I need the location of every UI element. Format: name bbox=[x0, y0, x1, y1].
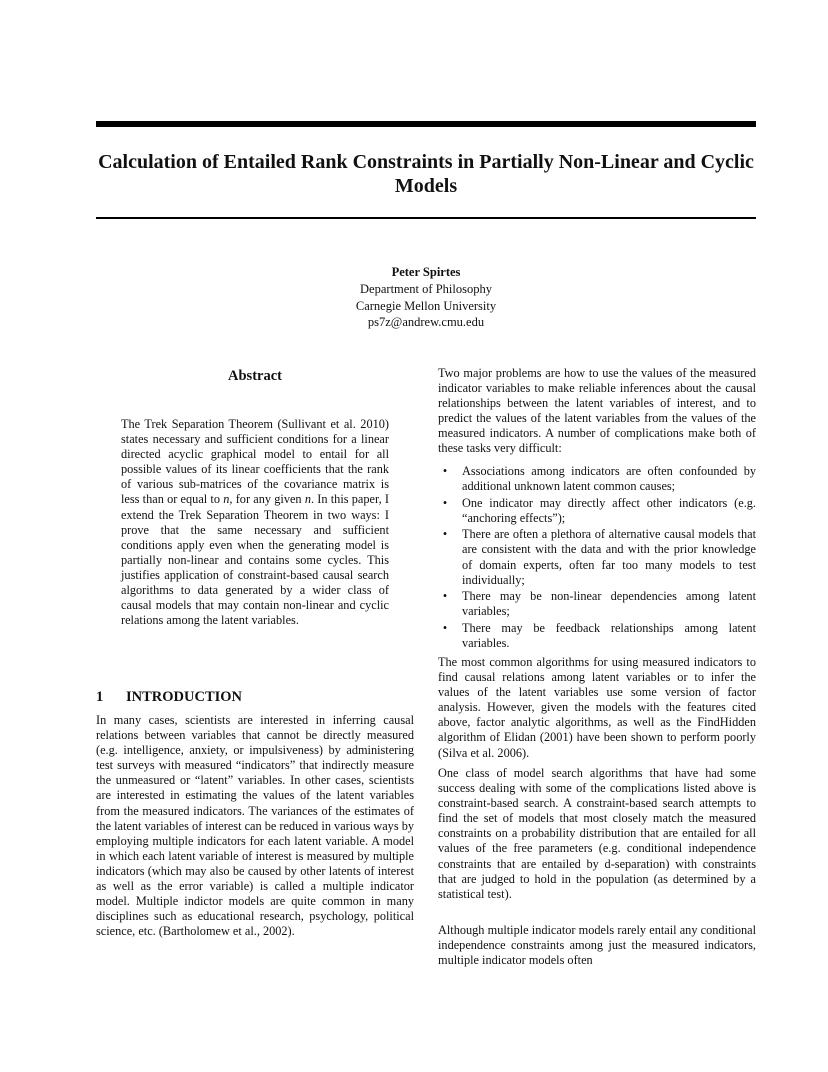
list-item bbox=[438, 527, 756, 587]
list-item-text: One indicator may directly affect other indicators (e.g. “anchoring effects”); bbox=[462, 495, 756, 525]
list-item bbox=[438, 589, 756, 619]
bullet-icon: • bbox=[442, 527, 448, 542]
section-number: 1 bbox=[96, 689, 104, 705]
author-email: ps7z@andrew.cmu.edu bbox=[367, 315, 485, 330]
abstract-text bbox=[121, 417, 389, 628]
right-paragraph-1: Two major problems are how to use the values of the measured indicator variables to make reliable inferences about the causal relationships between the latent variables of interest, and to predict the values of the latent variables from the values of the measured indicators. A number of complications make both of these tasks very difficult: bbox=[438, 366, 756, 456]
list-item bbox=[438, 496, 756, 526]
bullet-icon: • bbox=[442, 464, 448, 478]
author-block bbox=[96, 264, 756, 331]
paper-title: Calculation of Entailed Rank Constraints in Partially Non-Linear and Cyclic Models bbox=[98, 151, 754, 197]
list-item bbox=[438, 464, 756, 494]
complications-list bbox=[438, 464, 756, 653]
bullet-icon: • bbox=[442, 620, 448, 635]
list-item-text: There may be non-linear dependencies among latent variables; bbox=[462, 589, 756, 619]
abstract-heading: Abstract bbox=[228, 368, 282, 384]
list-item-text: There may be feedback relationships among latent variables. bbox=[462, 620, 756, 651]
title-top-rule bbox=[96, 121, 756, 127]
list-item-text: Associations among indicators are often confounded by additional unknown latent common causes; bbox=[462, 464, 756, 494]
author-name: Peter Spirtes bbox=[391, 265, 461, 279]
bullet-icon: • bbox=[442, 495, 448, 510]
right-paragraph-4: Although multiple indicator models rarely entail any conditional independence constraints among just the measured indicators, multiple indicator models often bbox=[438, 923, 756, 968]
author-department: Department of Philosophy bbox=[360, 281, 492, 296]
bullet-icon: • bbox=[442, 589, 448, 604]
section-title-text: INTRODUCTION bbox=[126, 689, 243, 705]
introduction-paragraph: In many cases, scientists are interested in inferring causal relations between variables that cannot be directly measured (e.g. intelligence, anxiety, or impulsiveness) by administering test surveys with measured “indicators” that indirectly measure the unmeasured or “latent” variables. In other cases, scientists are interested in estimating the values of the latent variables from the measured indicators. The variances of the estimates of the latent variables of interest can be reduced in various ways by employing multiple indicators for each latent variable. A model in which each latent variable of interest is measured by multiple indicators (which may also be caused by other latents of interest as well as the error variable) is called a multiple indicator model. Multiple indictor models are quite common in many disciplines such as educational research, psychology, political science, etc. (Bartholomew et al., 2002). bbox=[96, 713, 414, 939]
section-heading-introduction bbox=[96, 689, 414, 706]
author-university: Carnegie Mellon University bbox=[355, 298, 497, 313]
right-paragraph-3: One class of model search algorithms that have had some success dealing with some of the complications listed above is constraint-based search. A constraint-based search attempts to find the set of models that most closely match the measured constraints on a probability distribution that are entailed for all values of the free parameters (e.g. conditional independence constraints that are entailed by d-separation) with constraints that are judged to hold in the population (as determined by a statistical test). bbox=[438, 766, 756, 901]
list-item-text: There are often a plethora of alternative causal models that are consistent with the data and with the prior knowledge of domain experts, often far too many models to test individually; bbox=[462, 527, 756, 587]
abstract-text-content: The Trek Separation Theorem (Sullivant et al. 2010) states necessary and sufficient conditions for a linear directed acyclic graphical model to entail for all possible values of its linear coefficients that the rank of various sub-matrices of the covariance matrix is less than or equal to n, for any given n. In this paper, I extend the Trek Separation Theorem in two ways: I prove that the same necessary and sufficient conditions apply even when the generating model is partially non-linear and contains some cycles. This justifies application of constraint-based causal search algorithms to data generated by a wider class of causal models that may contain non-linear and cyclic relations among the latent variables. bbox=[121, 417, 389, 628]
right-paragraph-2: The most common algorithms for using measured indicators to find causal relations among latent variables or to infer the values of the latent variables use some version of factor analysis. However, given the models with the features cited above, factor analytic algorithms, as well as the FindHidden algorithm of Elidan (2001) have been shown to perform poorly (Silva et al. 2006). bbox=[438, 655, 756, 760]
list-item bbox=[438, 621, 756, 651]
title-bottom-rule bbox=[96, 217, 756, 219]
